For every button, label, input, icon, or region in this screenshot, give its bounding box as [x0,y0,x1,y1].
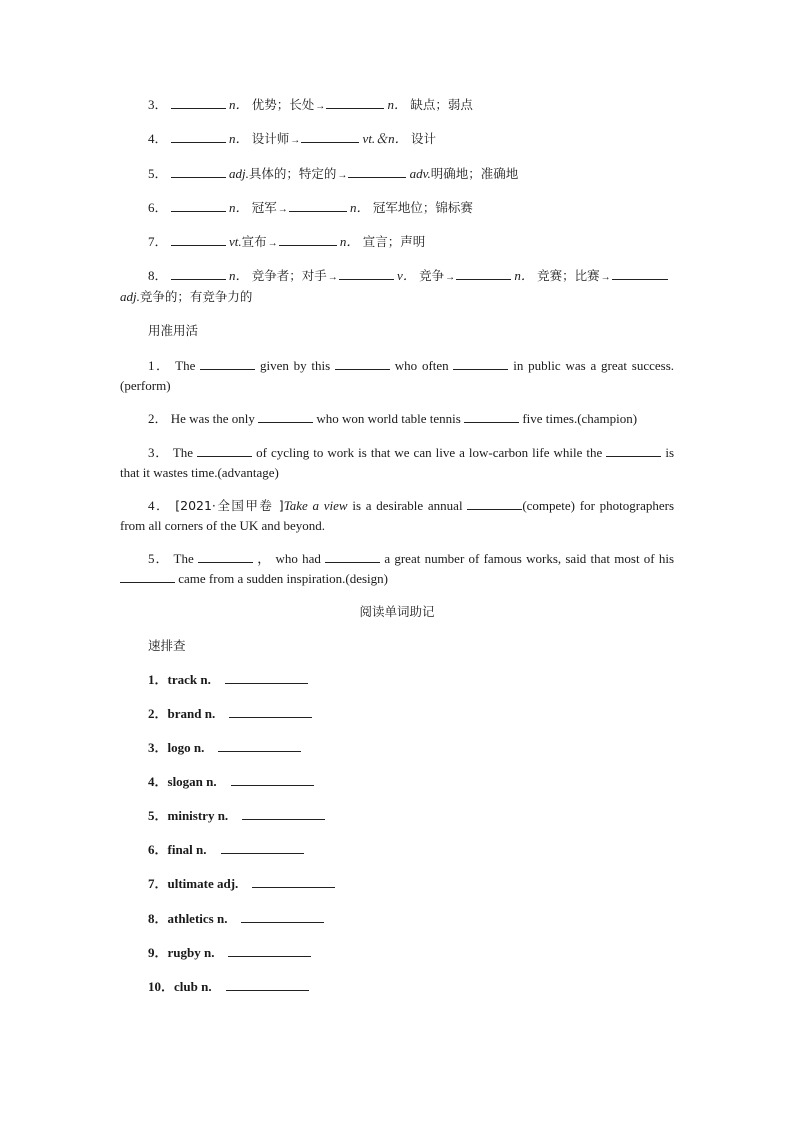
meaning: 设计师 [251,131,290,146]
derivation-item-7 [148,233,425,253]
pos-label: vt. [229,234,242,249]
pos-label: adj. [120,289,140,304]
pos-label: n． [514,268,534,283]
item-number: 7． [148,234,168,249]
pos-label: n． [229,131,249,146]
answer-blank[interactable] [242,807,325,820]
item-number: 8． [148,268,168,283]
pos-label: vt.＆n． [362,131,408,146]
word-item [148,739,301,757]
sentence-text: given by this [259,358,331,373]
meaning: 宣言；声明 [362,234,426,249]
arrow-icon: → [327,272,338,283]
word-item [148,978,309,996]
item-number: 9． [148,945,168,960]
answer-blank[interactable] [120,570,175,583]
meaning: 明确地；准确地 [430,166,519,181]
answer-blank[interactable] [464,410,519,423]
answer-blank[interactable] [326,96,384,109]
item-number: 5． [148,551,170,566]
word-text: rugby n. [167,945,215,960]
answer-blank[interactable] [456,267,511,280]
answer-blank[interactable] [221,841,304,854]
answer-blank[interactable] [467,497,522,510]
derivation-item-3 [148,96,473,116]
sentence-text: The [173,551,194,566]
item-number: 3． [148,740,168,755]
word-item [148,671,308,689]
answer-blank[interactable] [200,357,255,370]
pos-label: n． [229,200,249,215]
sentence-item-5 [120,549,674,589]
arrow-icon: → [267,238,278,249]
word-item [148,910,324,928]
word-item [148,773,314,791]
answer-blank[interactable] [171,199,226,212]
answer-blank[interactable] [171,233,226,246]
sentence-text: of cycling to work is that we can live a low-carbon life while the [256,445,603,460]
answer-blank[interactable] [453,357,508,370]
sentence-item-4 [120,496,674,536]
answer-blank[interactable] [612,267,668,280]
pos-label: n． [350,200,370,215]
meaning: 宣布 [241,234,267,249]
meaning: 缺点；弱点 [410,97,473,112]
derivation-item-8 [148,267,668,287]
arrow-icon: → [445,272,456,283]
answer-blank[interactable] [325,550,380,563]
meaning: 冠军地位；锦标赛 [372,200,473,215]
source-tag: [2021·全国甲卷 ] [175,498,284,513]
derivation-item-8-continued [120,288,252,306]
word-text: track n. [167,672,211,687]
word-item [148,705,312,723]
meaning: 竞争的；有竞争力的 [139,289,253,304]
word-text: logo n. [167,740,205,755]
meaning: 优势；长处 [251,97,315,112]
arrow-icon: → [277,204,288,215]
meaning: 竞赛；比赛 [537,268,600,283]
word-text: club n. [174,979,212,994]
sentence-text: The [172,445,194,460]
item-number: 7． [148,876,168,891]
meaning: 竞争 [419,268,445,283]
word-text: slogan n. [167,774,217,789]
item-number: 4． [148,774,168,789]
pos-label: n． [387,97,408,112]
pos-label: n． [229,268,249,283]
answer-blank[interactable] [335,357,390,370]
answer-blank[interactable] [225,671,308,684]
item-number: 8． [148,911,168,926]
item-number: 1． [148,358,171,373]
arrow-icon: → [337,170,348,181]
answer-blank[interactable] [229,705,312,718]
answer-blank[interactable] [198,550,253,563]
arrow-icon: → [315,101,326,112]
sentence-text: who won world table tennis [316,411,461,426]
sentence-item-1 [120,356,674,396]
section-heading-usage: 用准用活 [148,323,199,338]
answer-blank[interactable] [279,233,337,246]
item-number: 10． [148,979,175,994]
item-number: 3． [148,445,170,460]
word-text: ministry n. [167,808,229,823]
meaning: 设计 [410,131,436,146]
pos-label: n． [339,234,360,249]
answer-blank[interactable] [606,444,661,457]
answer-blank[interactable] [228,944,311,957]
pos-label: v． [397,268,416,283]
answer-blank[interactable] [171,130,226,143]
sentence-text: a great number of famous works, said that most of his [384,551,675,566]
item-number: 6． [148,200,168,215]
pos-label: adv. [409,166,431,181]
meaning: 具体的；特定的 [248,166,337,181]
answer-blank[interactable] [171,267,226,280]
word-item [148,875,335,893]
section-title-reading: 阅读单词助记 [359,604,435,619]
item-number: 3． [148,97,168,112]
sentence-text: who often [394,358,449,373]
derivation-item-4 [148,130,436,150]
answer-blank[interactable] [171,165,226,178]
sentence-text: The [175,358,196,373]
answer-blank[interactable] [252,875,335,888]
answer-blank[interactable] [339,267,394,280]
sentence-text: Take a view [283,498,348,513]
word-text: athletics n. [167,911,228,926]
answer-blank[interactable] [197,444,252,457]
item-number: 4． [148,498,171,513]
word-text: final n. [167,842,207,857]
answer-blank[interactable] [241,910,324,923]
sentence-text: is that it wastes time.(advantage) [120,445,675,480]
derivation-item-5 [148,165,518,185]
answer-blank[interactable] [226,978,309,991]
answer-blank[interactable] [258,410,313,423]
pos-label: adj. [229,166,249,181]
word-item [148,841,304,859]
word-text: ultimate adj. [167,876,239,891]
item-number: 5． [148,166,168,181]
answer-blank[interactable] [348,165,406,178]
item-number: 1． [148,672,168,687]
arrow-icon: → [290,135,301,146]
sentence-text: came from a sudden inspiration.(design) [178,571,388,586]
answer-blank[interactable] [231,773,314,786]
meaning: 冠军 [251,200,277,215]
meaning: 竞争者；对手 [251,268,327,283]
word-item [148,807,325,825]
pos-label: n． [229,97,249,112]
sentence-text: in public was a great success.(perform) [120,358,675,393]
word-text: brand n. [167,706,216,721]
sentence-text: is a desirable annual [352,498,463,513]
arrow-icon: → [600,272,611,283]
sentence-text: five times.(champion) [522,411,638,426]
answer-blank[interactable] [171,96,226,109]
word-item [148,944,311,962]
sentence-item-3 [120,443,674,483]
item-number: 6． [148,842,168,857]
sentence-item-2 [120,409,674,429]
sentence-text: He was the only [170,411,255,426]
sentence-text: ， who had [257,551,321,566]
sentence-text: (compete) for photographers from all corners of the UK and beyond. [120,498,675,533]
section-heading-quick-check: 速排查 [148,638,186,653]
answer-blank[interactable] [218,739,301,752]
item-number: 2． [148,706,168,721]
answer-blank[interactable] [289,199,347,212]
answer-blank[interactable] [301,130,359,143]
item-number: 4． [148,131,168,146]
derivation-item-6 [148,199,473,219]
item-number: 5． [148,808,168,823]
item-number: 2． [148,411,168,426]
